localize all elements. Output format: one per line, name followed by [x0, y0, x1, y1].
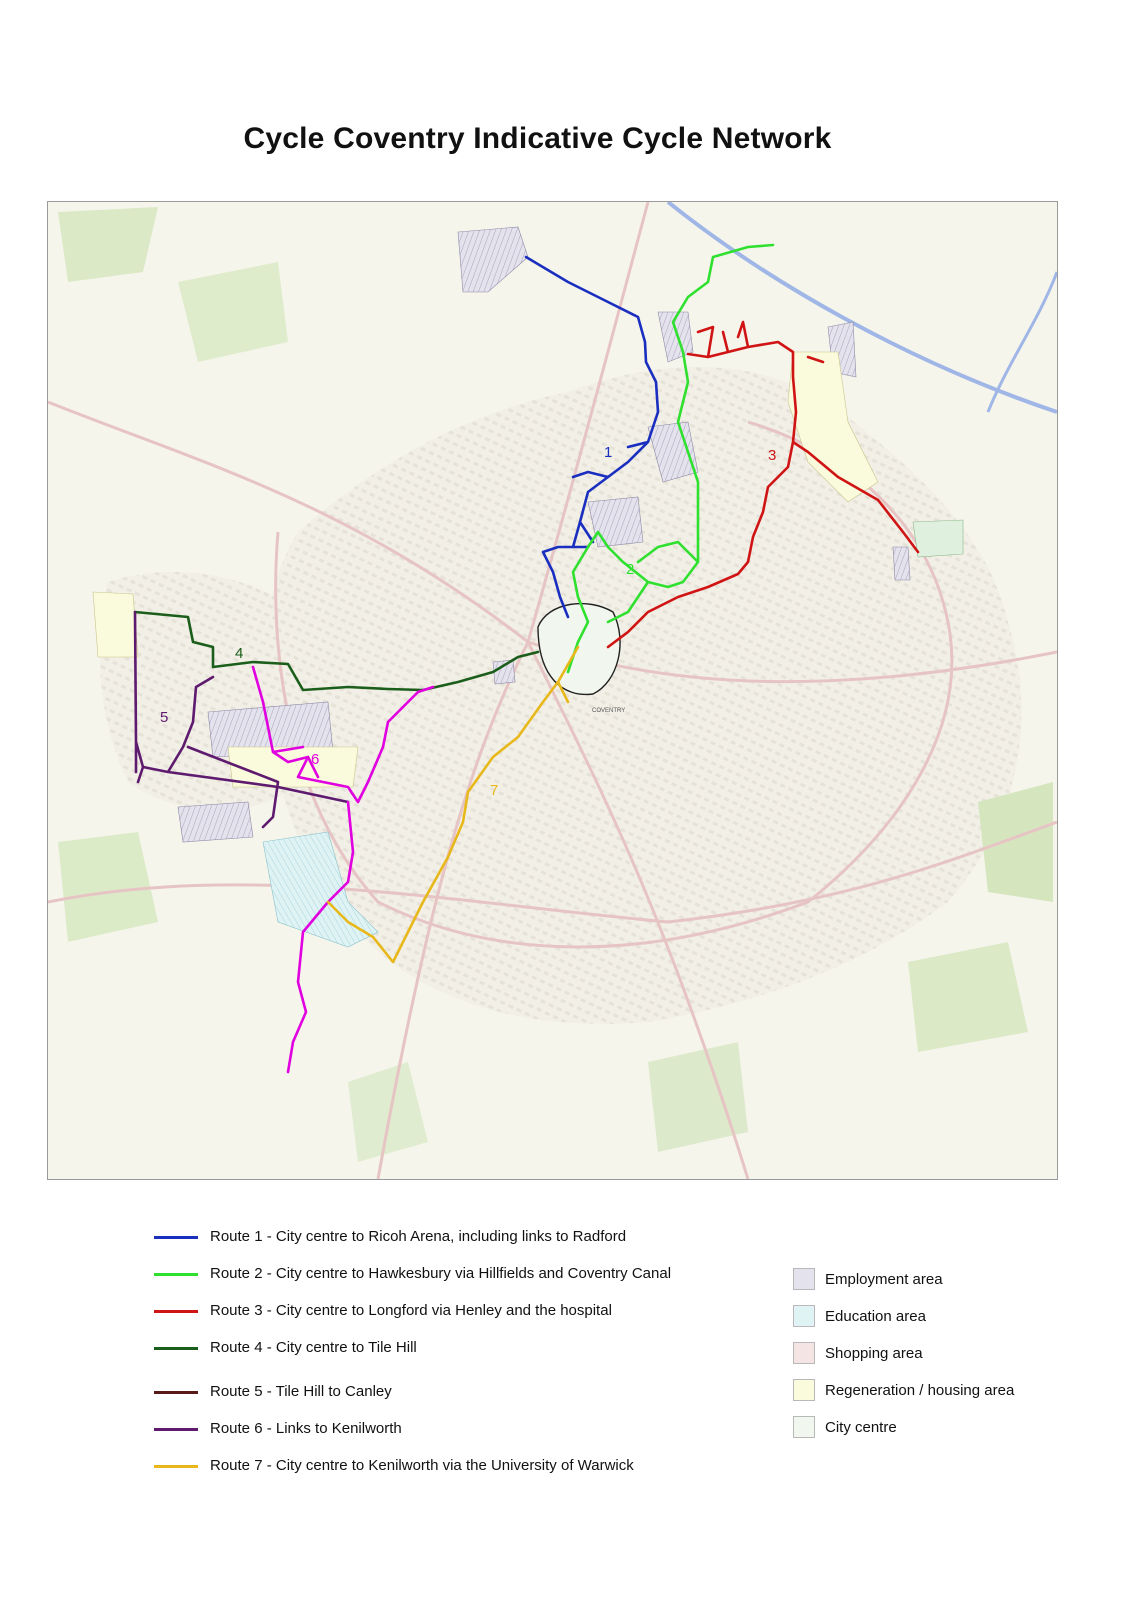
route-5-swatch [154, 1391, 198, 1394]
legend-route-3[interactable] [152, 1300, 752, 1322]
green-space [978, 782, 1053, 902]
map-route-number-3: 3 [768, 447, 777, 464]
route-1-label: Route 1 - City centre to Ricoh Arena, including links to Radford [210, 1228, 627, 1245]
employment-area-label: Employment area [825, 1271, 943, 1288]
shopping-area-swatch [793, 1342, 815, 1364]
route-7-swatch [154, 1465, 198, 1468]
route-3-label: Route 3 - City centre to Longford via Henley and the hospital [210, 1302, 612, 1319]
education-area-label: Education area [825, 1308, 926, 1325]
education-area-swatch [793, 1305, 815, 1327]
route-6-swatch [154, 1428, 198, 1431]
legend-regeneration-area[interactable] [793, 1379, 1073, 1403]
regeneration-area-label: Regeneration / housing area [825, 1382, 1015, 1399]
route-4-swatch [154, 1347, 198, 1350]
legend-city-centre[interactable] [793, 1416, 1073, 1440]
map-route-number-4: 4 [235, 645, 244, 662]
shopping-area-label: Shopping area [825, 1345, 923, 1362]
legend-route-1[interactable] [152, 1226, 752, 1248]
place-label-coventry: COVENTRY [592, 708, 626, 714]
map-route-number-5: 5 [160, 709, 169, 726]
route-6-label: Route 6 - Links to Kenilworth [210, 1420, 402, 1437]
legend-education-area[interactable] [793, 1305, 1073, 1329]
map-title: Cycle Coventry Indicative Cycle Network [243, 122, 832, 155]
route-2-swatch [154, 1273, 198, 1276]
route-7-label: Route 7 - City centre to Kenilworth via the University of Warwick [210, 1457, 634, 1474]
legend-route-7[interactable] [152, 1455, 752, 1477]
legend-route-4[interactable] [152, 1337, 752, 1359]
legend-route-5[interactable] [152, 1381, 752, 1403]
route-4-label: Route 4 - City centre to Tile Hill [210, 1339, 417, 1356]
map-route-number-1: 1 [604, 444, 613, 461]
map-route-number-6: 6 [311, 751, 320, 768]
route-2-label: Route 2 - City centre to Hawkesbury via Hillfields and Coventry Canal [210, 1265, 672, 1282]
green-space [58, 207, 158, 282]
map-route-number-2: 2 [626, 561, 635, 578]
legend-route-2[interactable] [152, 1263, 752, 1285]
city-centre-swatch [793, 1416, 815, 1438]
route-1-swatch [154, 1236, 198, 1239]
city-centre-label: City centre [825, 1419, 897, 1436]
legend-route-6[interactable] [152, 1418, 752, 1440]
map-route-number-7: 7 [490, 782, 499, 799]
legend-employment-area[interactable] [793, 1268, 1073, 1292]
map-panel[interactable] [47, 201, 1058, 1180]
route-3-swatch [154, 1310, 198, 1313]
map-canvas [48, 202, 1057, 1179]
regeneration-area-swatch [793, 1379, 815, 1401]
legend-shopping-area[interactable] [793, 1342, 1073, 1366]
route-5-label: Route 5 - Tile Hill to Canley [210, 1383, 392, 1400]
employment-area-swatch [793, 1268, 815, 1290]
education-area-east [913, 520, 963, 557]
